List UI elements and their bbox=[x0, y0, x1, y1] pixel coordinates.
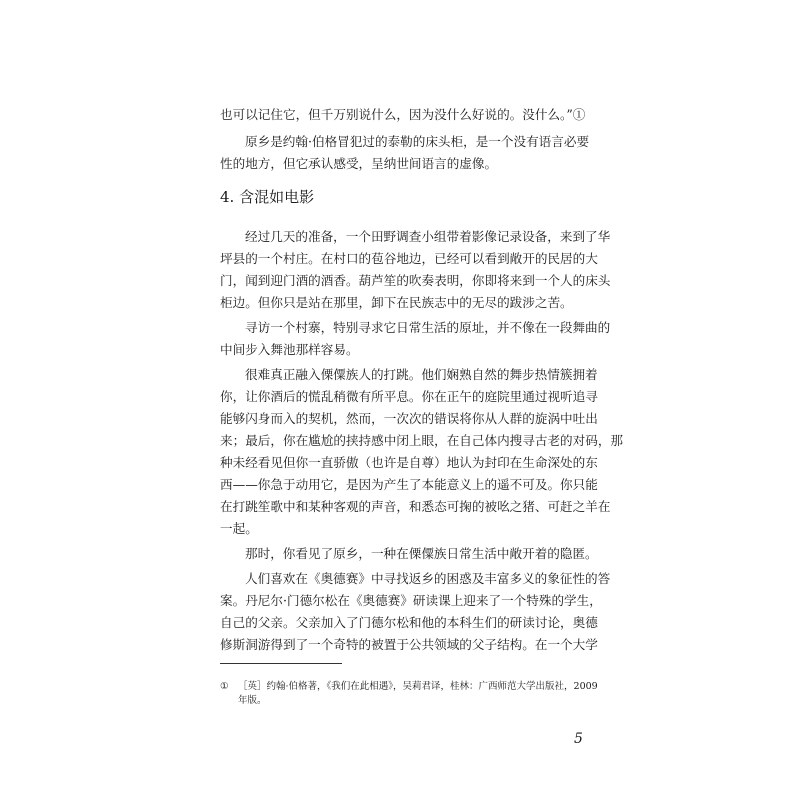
text-line: 性的地方，但它承认感受，呈纳世间语言的虚像。 bbox=[220, 156, 498, 171]
text-line: 你，让你酒后的慌乱稍微有所平息。你在正午的庭院里通过视听追寻 bbox=[220, 389, 598, 404]
text-line: 在打跳笙歌中和某种客观的声音，和悉态可掬的被吆之猪、可赶之羊在 bbox=[220, 499, 611, 514]
footnote-rule bbox=[220, 663, 342, 664]
text-line: 西——你急于动用它，是因为产生了本能意义上的遥不可及。你只能 bbox=[220, 477, 598, 492]
footnote-text: 年版。 bbox=[238, 695, 267, 706]
text-line: 自己的父亲。父亲加入了门德尔松和他的本科生们的研读讨论，奥德 bbox=[220, 615, 598, 630]
text-line: 中间步入舞池那样容易。 bbox=[220, 342, 359, 357]
text-line: 能够闪身而入的契机，然而，一次次的错误将你从人群的旋涡中吐出 bbox=[220, 411, 598, 426]
text-line: 寻访一个村寨，特别寻求它日常生活的原址，并不像在一段舞曲的 bbox=[245, 320, 611, 335]
footnote-text: ［英］约翰·伯格著，《我们在此相遇》，吴莉君译，桂林：广西师范大学出版社，2009 bbox=[238, 681, 598, 692]
text-line: 那时，你看见了原乡，一种在傈僳族日常生活中敞开着的隐匿。 bbox=[245, 546, 598, 561]
text-line: 坪县的一个村庄。在村口的苞谷地边，已经可以看到敞开的民居的大 bbox=[220, 251, 598, 266]
section-heading: 4. 含混如电影 bbox=[220, 188, 315, 206]
text-line: 原乡是约翰·伯格冒犯过的泰勒的床头柜，是一个没有语言必要 bbox=[245, 134, 590, 149]
text-line: 柜边。但你只是站在那里，卸下在民族志中的无尽的跋涉之苦。 bbox=[220, 295, 573, 310]
text-line: 很难真正融入傈僳族人的打跳。他们娴熟自然的舞步热情簇拥着 bbox=[245, 367, 598, 382]
page-number: 5 bbox=[574, 731, 583, 747]
text-line: 经过几天的准备，一个田野调查小组带着影像记录设备，来到了华 bbox=[245, 229, 611, 244]
text-line: 修斯洞游得到了一个奇特的被置于公共领域的父子结构。在一个大学 bbox=[220, 637, 598, 652]
text-line: 人们喜欢在《奥德赛》中寻找返乡的困惑及丰富多义的象征性的答 bbox=[245, 571, 611, 586]
text-line: 门，闻到迎门酒的酒香。葫芦笙的吹奏表明，你即将来到一个人的床头 bbox=[220, 273, 611, 288]
text-line: 一起。 bbox=[220, 521, 258, 536]
text-line: 种未经看见但你一直骄傲（也许是自尊）地认为封印在生命深处的东 bbox=[220, 455, 598, 470]
text-line: 也可以记住它，但千万别说什么，因为没什么好说的。没什么。”① bbox=[220, 107, 586, 122]
text-line: 来；最后，你在尴尬的挟持感中闭上眼，在自己体内搜寻古老的对码，那 bbox=[220, 433, 623, 448]
text-line: 案。丹尼尔·门德尔松在《奥德赛》研读课上迎来了一个特殊的学生， bbox=[220, 593, 602, 608]
footnote-marker: ① bbox=[220, 681, 229, 692]
